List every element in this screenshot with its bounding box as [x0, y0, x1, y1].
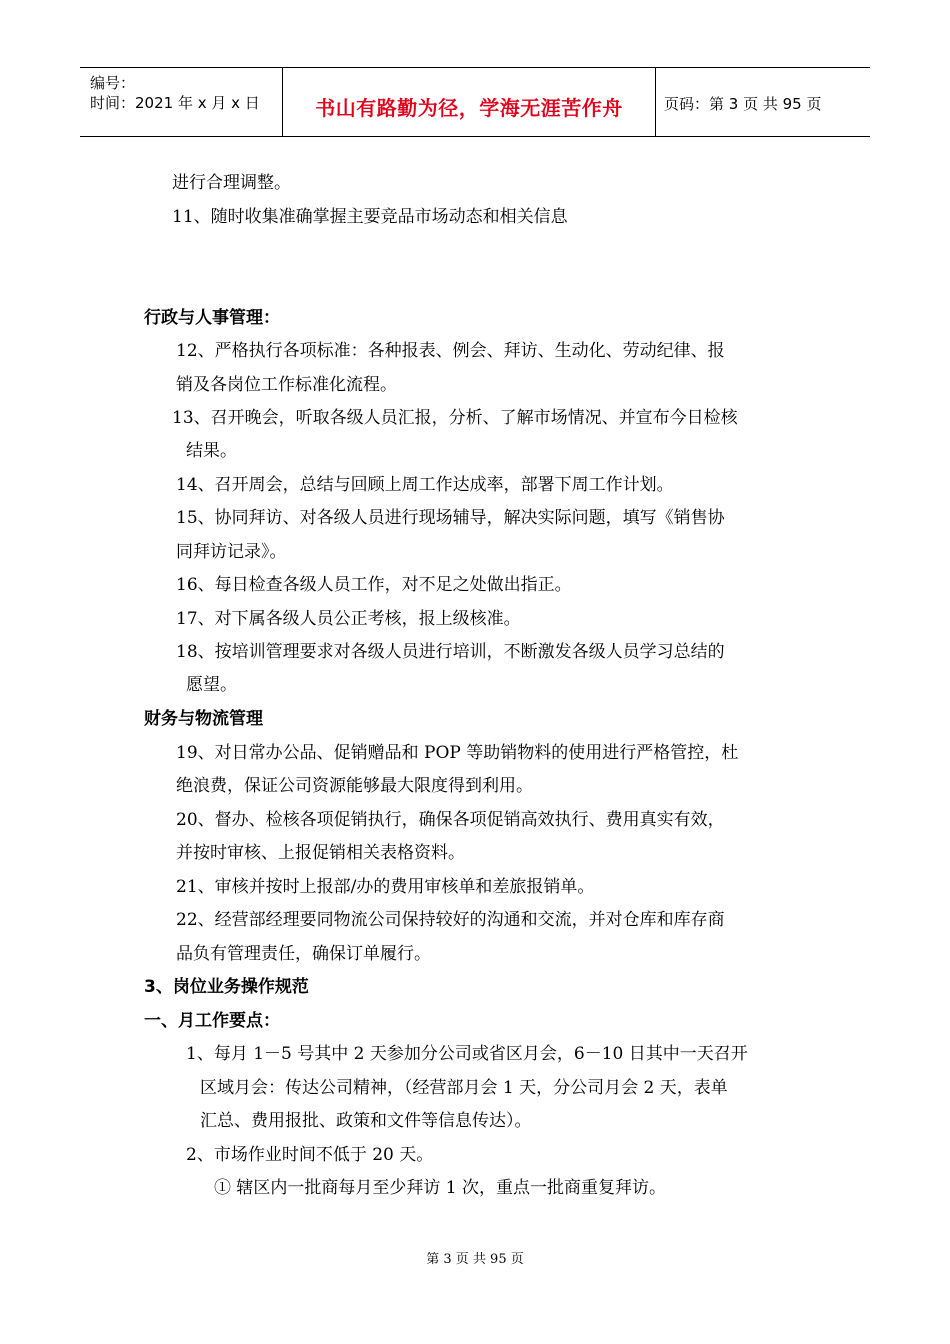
- section-heading: 行政与人事管理：: [144, 308, 280, 328]
- section-heading: 一、月工作要点：: [144, 1011, 280, 1031]
- header-motto: 书山有路勤为径，学海无涯苦作舟: [315, 96, 623, 120]
- text-line: 销及各岗位工作标准化流程。: [176, 375, 397, 395]
- text-line: 20、督办、检核各项促销执行，确保各项促销高效执行、费用真实有效，: [176, 810, 725, 830]
- text-line: 11、随时收集准确掌握主要竞品市场动态和相关信息: [172, 207, 568, 227]
- header-page-cell: [656, 68, 870, 136]
- text-line: 1、每月 1－5 号其中 2 天参加分公司或省区月会，6－10 日其中一天召开: [186, 1044, 748, 1064]
- text-line: 绝浪费，保证公司资源能够最大限度得到利用。: [176, 776, 533, 796]
- text-line: 18、按培训管理要求对各级人员进行培训，不断激发各级人员学习总结的: [176, 642, 725, 662]
- text-line: 13、召开晚会，听取各级人员汇报，分析、了解市场情况、并宣布今日检核: [172, 408, 738, 428]
- text-line: 愿望。: [186, 675, 237, 695]
- text-line: 结果。: [186, 441, 237, 461]
- text-line: 同拜访记录》。: [176, 542, 287, 562]
- text-line: 并按时审核、上报促销相关表格资料。: [176, 843, 465, 863]
- text-line: ① 辖区内一批商每月至少拜访 1 次，重点一批商重复拜访。: [214, 1178, 667, 1198]
- header-date: 时间：2021 年 x 月 x 日: [90, 94, 260, 112]
- text-line: 汇总、费用报批、政策和文件等信息传达）。: [200, 1111, 532, 1131]
- text-line: 21、审核并按时上报部/办的费用审核单和差旅报销单。: [176, 877, 595, 897]
- text-line: 22、经营部经理要同物流公司保持较好的沟通和交流，并对仓库和库存商: [176, 910, 725, 930]
- section-heading: 3、岗位业务操作规范: [144, 977, 309, 997]
- text-line: 进行合理调整。: [172, 173, 291, 193]
- page-footer: 第 3 页 共 95 页: [426, 1252, 524, 1267]
- text-line: 14、召开周会，总结与回顾上周工作达成率，部署下周工作计划。: [176, 475, 674, 495]
- text-line: 19、对日常办公品、促销赠品和 POP 等助销物料的使用进行严格管控，杜: [176, 743, 739, 763]
- header-page-number: 页码：第 3 页 共 95 页: [664, 95, 822, 113]
- text-line: 16、每日检查各级人员工作，对不足之处做出指正。: [176, 575, 572, 595]
- text-line: 17、对下属各级人员公正考核，报上级核准。: [176, 609, 521, 629]
- text-line: 品负有管理责任，确保订单履行。: [176, 944, 431, 964]
- header-number: 编号：: [90, 74, 136, 92]
- header-motto-cell: [282, 68, 656, 136]
- text-line: 2、市场作业时间不低于 20 天。: [186, 1145, 434, 1165]
- header-meta: [80, 68, 282, 136]
- text-line: 区域月会：传达公司精神，（经营部月会 1 天，分公司月会 2 天，表单: [200, 1078, 728, 1098]
- text-line: 15、协同拜访、对各级人员进行现场辅导，解决实际问题，填写《销售协: [176, 508, 725, 528]
- text-line: 12、严格执行各项标准：各种报表、例会、拜访、生动化、劳动纪律、报: [176, 341, 725, 361]
- section-heading: 财务与物流管理: [144, 709, 263, 729]
- page-header: [80, 67, 870, 137]
